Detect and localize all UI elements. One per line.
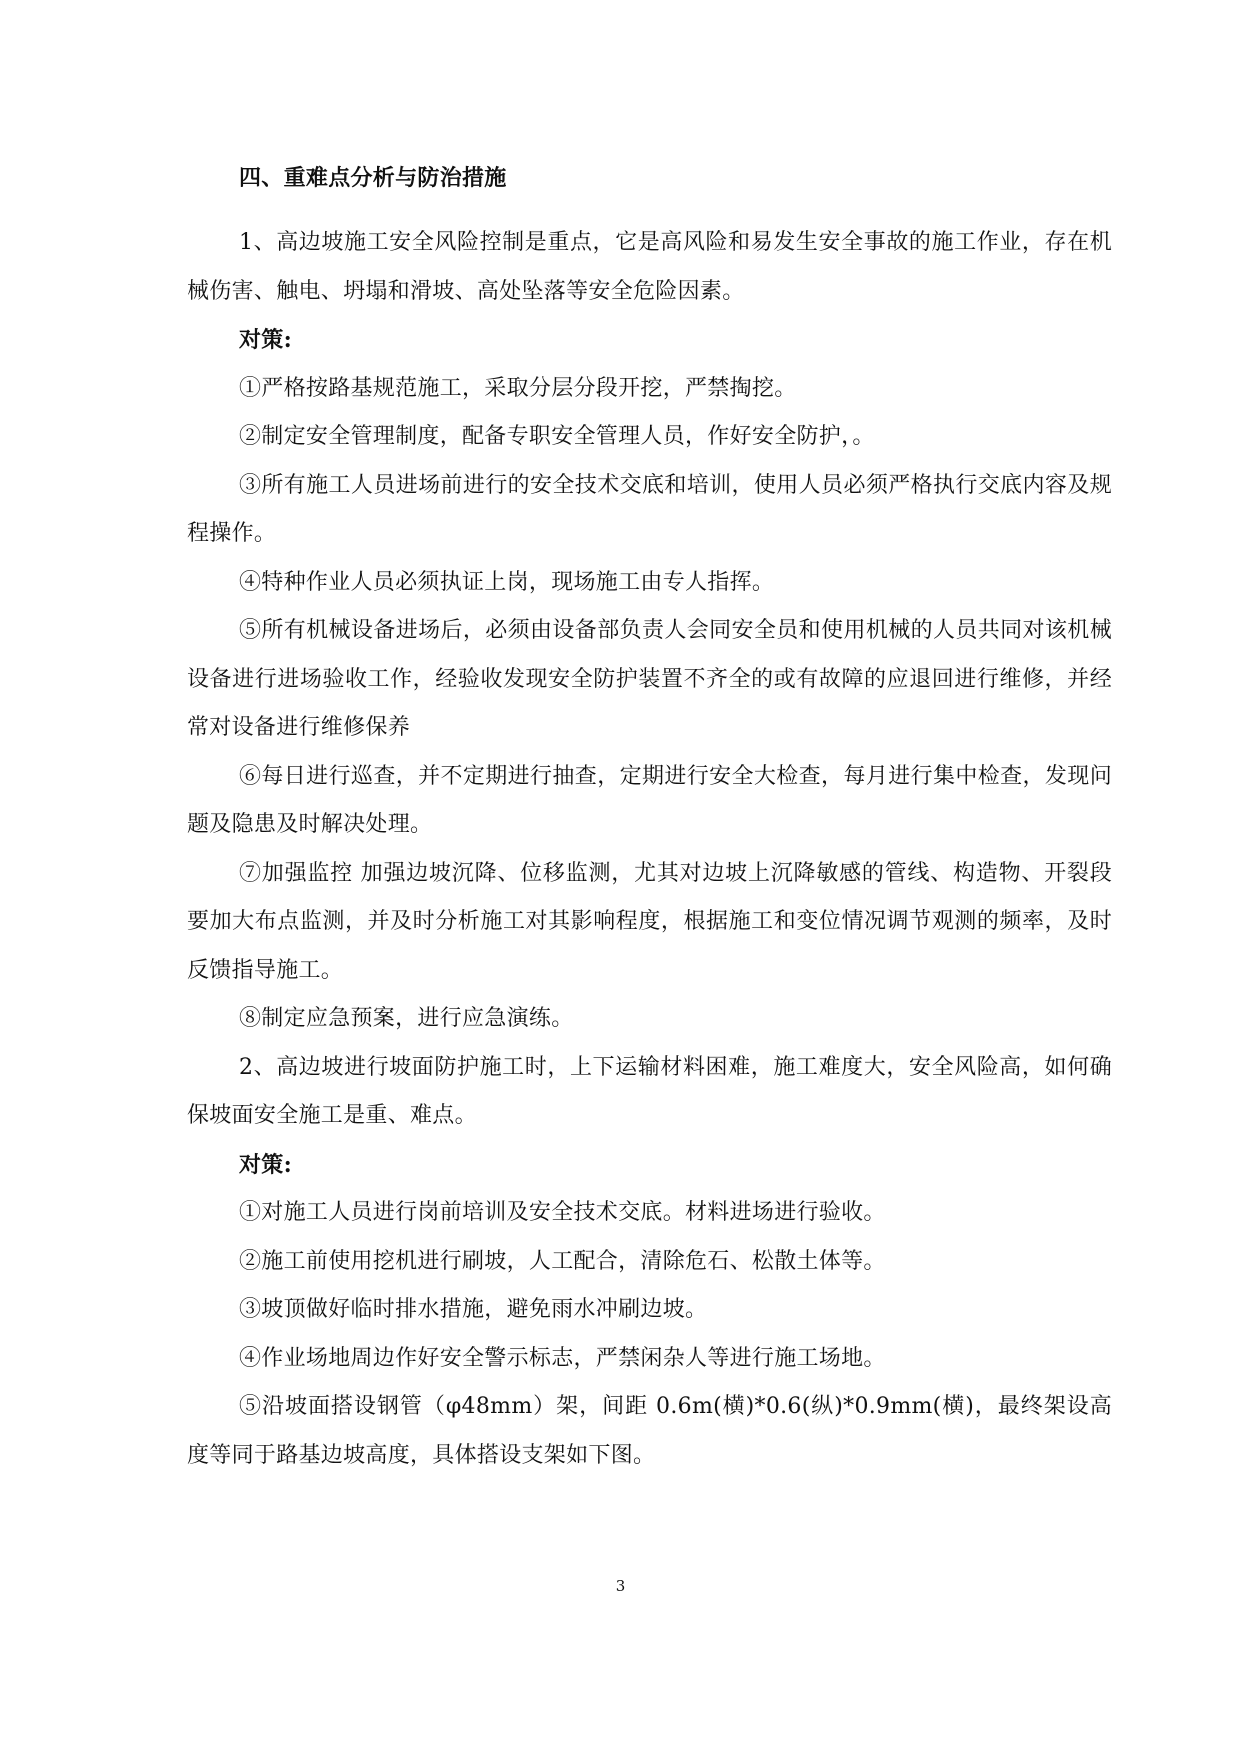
measure-2-4: ④作业场地周边作好安全警示标志，严禁闲杂人等进行施工场地。 bbox=[239, 1345, 886, 1371]
page-content bbox=[187, 154, 1112, 1480]
measure-2-1: ①对施工人员进行岗前培训及安全技术交底。材料进场进行验收。 bbox=[239, 1200, 886, 1225]
measure-1-3: ③所有施工人员进场前进行的安全技术交底和培训，使用人员必须严格执行交底内容及规程操作。 bbox=[187, 472, 1112, 546]
risk-point-1: 1、高边坡施工安全风险控制是重点，它是高风险和易发生安全事故的施工作业，存在机械伤害、触电、坍塌和滑坡、高处坠落等安全危险因素。 bbox=[187, 230, 1112, 304]
measure-1-7: ⑦加强监控 加强边坡沉降、位移监测，尤其对边坡上沉降敏感的管线、构造物、开裂段要加大布点监测，并及时分析施工对其影响程度，根据施工和变位情况调节观测的频率，及时反馈指导施工。 bbox=[187, 860, 1112, 983]
measure-1-5: ⑤所有机械设备进场后，必须由设备部负责人会同安全员和使用机械的人员共同对该机械设备进行进场验收工作，经验收发现安全防护装置不齐全的或有故障的应退回进行维修，并经常对设备进行维修保养 bbox=[187, 618, 1112, 740]
risk-point-2: 2、高边坡进行坡面防护施工时，上下运输材料困难，施工难度大，安全风险高，如何确保坡面安全施工是重、难点。 bbox=[187, 1054, 1112, 1128]
measure-1-6: ⑥每日进行巡查，并不定期进行抽查，定期进行安全大检查，每月进行集中检查，发现问题及隐患及时解决处理。 bbox=[187, 763, 1112, 837]
page-number: 3 bbox=[615, 1577, 626, 1595]
measure-1-4: ④特种作业人员必须执证上岗，现场施工由专人指挥。 bbox=[239, 569, 775, 595]
section-heading: 四、重难点分析与防治措施 bbox=[239, 165, 507, 191]
measure-1-1: ①严格按路基规范施工，采取分层分段开挖，严禁掏挖。 bbox=[239, 375, 797, 401]
measure-1-8: ⑧制定应急预案，进行应急演练。 bbox=[239, 1006, 574, 1031]
countermeasure-label-1: 对策: bbox=[239, 327, 293, 353]
countermeasure-label-2: 对策: bbox=[239, 1151, 293, 1178]
measure-2-2: ②施工前使用挖机进行刷坡，人工配合，清除危石、松散土体等。 bbox=[239, 1248, 886, 1274]
measure-2-5: ⑤沿坡面搭设钢管（φ48mm）架，间距 0.6m(横)*0.6(纵)*0.9mm(横)，最终架设高度等同于路基边坡高度，具体搭设支架如下图。 bbox=[187, 1394, 1112, 1468]
measure-1-2: ②制定安全管理制度，配备专职安全管理人员，作好安全防护，。 bbox=[239, 424, 875, 449]
measure-2-3: ③坡顶做好临时排水措施，避免雨水冲刷边坡。 bbox=[239, 1297, 708, 1322]
